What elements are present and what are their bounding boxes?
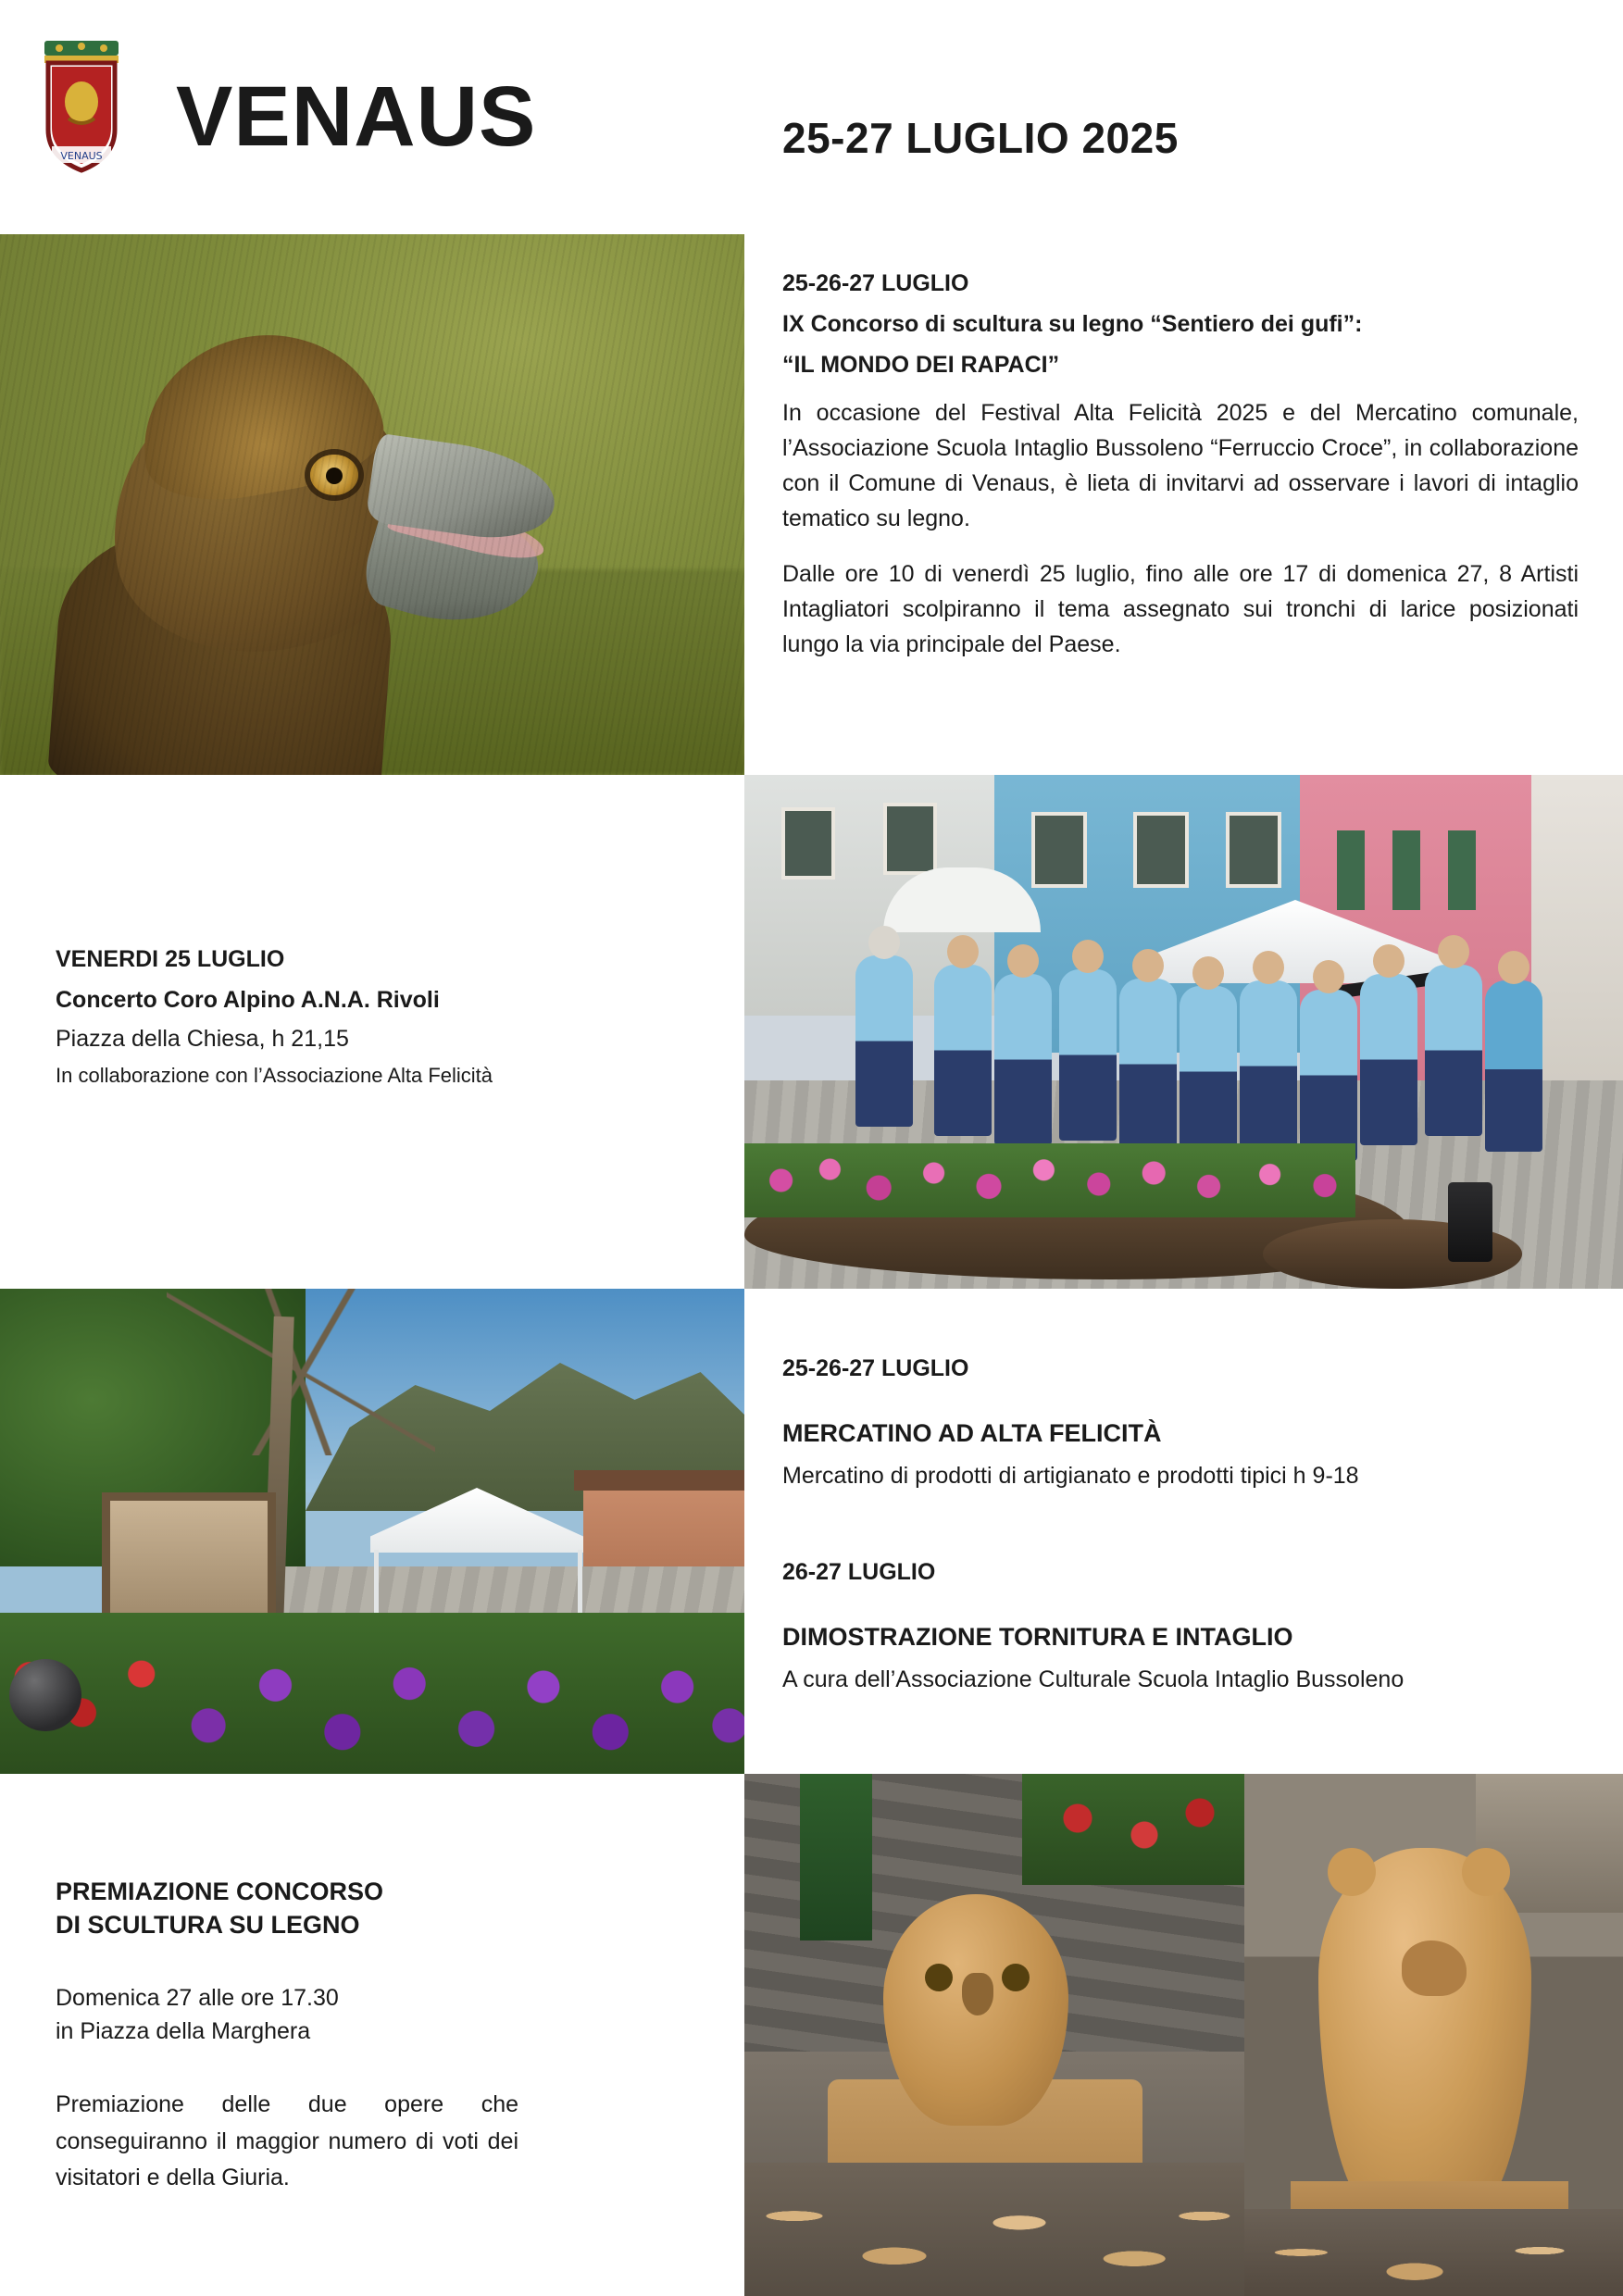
demo-dates: 26-27 LUGLIO	[782, 1559, 936, 1585]
concert-note: In collaborazione con l’Associazione Alta Felicità	[56, 1063, 493, 1087]
village-market-photo	[0, 1289, 744, 1774]
award-when-line1: Domenica 27 alle ore 17.30	[56, 1984, 339, 2011]
concert-day: VENERDI 25 LUGLIO	[56, 946, 285, 972]
award-text-block	[56, 1875, 518, 2197]
wood-carved-owl-photo	[744, 1774, 1244, 2296]
town-coat-of-arms-icon	[31, 37, 131, 176]
contest-paragraph-1: In occasione del Festival Alta Felicità 2025 e del Mercatino comunale, l’Associazione Scuola Intaglio Bussoleno “Ferruccio Croce”, in collaborazione con il Comune di Venaus, è lieta di invitarvi ad osservare i lavori di intaglio tematico su legno.	[782, 400, 1579, 532]
award-title-line1: PREMIAZIONE CONCORSO	[56, 1878, 384, 1905]
demo-text-block	[782, 1557, 1579, 1696]
contest-paragraph-2: Dalle ore 10 di venerdì 25 luglio, fino alle ore 17 di domenica 27, 8 Artisti Intagliatori scolpiranno il tema assegnato sui tronchi di larice posizionati lungo la via principale del Paese.	[782, 561, 1579, 658]
award-when-line2: in Piazza della Marghera	[56, 2018, 311, 2045]
concert-text-block	[56, 944, 685, 1091]
contest-title-line2: “IL MONDO DEI RAPACI”	[782, 351, 1060, 378]
demo-detail: A cura dell’Associazione Culturale Scuola Intaglio Bussoleno	[782, 1666, 1405, 1693]
svg-text:VENAUS: VENAUS	[60, 150, 103, 162]
concert-title: Concerto Coro Alpino A.N.A. Rivoli	[56, 986, 440, 1013]
wood-carved-bear-photo	[1244, 1774, 1623, 2296]
market-detail: Mercatino di prodotti di artigianato e prodotti tipici h 9-18	[782, 1463, 1359, 1490]
contest-text-block	[782, 268, 1579, 662]
poster-header	[0, 0, 1623, 222]
concert-place: Piazza della Chiesa, h 21,15	[56, 1025, 349, 1052]
alpine-choir-concert-photo	[744, 775, 1623, 1289]
demo-title: DIMOSTRAZIONE TORNITURA E INTAGLIO	[782, 1622, 1293, 1651]
contest-dates: 25-26-27 LUGLIO	[782, 270, 969, 296]
page-title: VENAUS	[176, 69, 537, 164]
contest-title-line1: IX Concorso di scultura su legno “Sentiero dei gufi”:	[782, 310, 1363, 337]
market-title: MERCATINO AD ALTA FELICITÀ	[782, 1418, 1162, 1447]
market-text-block	[782, 1354, 1579, 1492]
market-dates: 25-26-27 LUGLIO	[782, 1355, 969, 1381]
award-text: Premiazione delle due opere che conseguiranno il maggior numero di voti dei visitatori e della Giuria.	[56, 2091, 518, 2191]
event-dates-heading: 25-27 LUGLIO 2025	[782, 114, 1179, 162]
award-title-line2: DI SCULTURA SU LEGNO	[56, 1911, 360, 1940]
golden-eagle-photo	[0, 234, 744, 775]
